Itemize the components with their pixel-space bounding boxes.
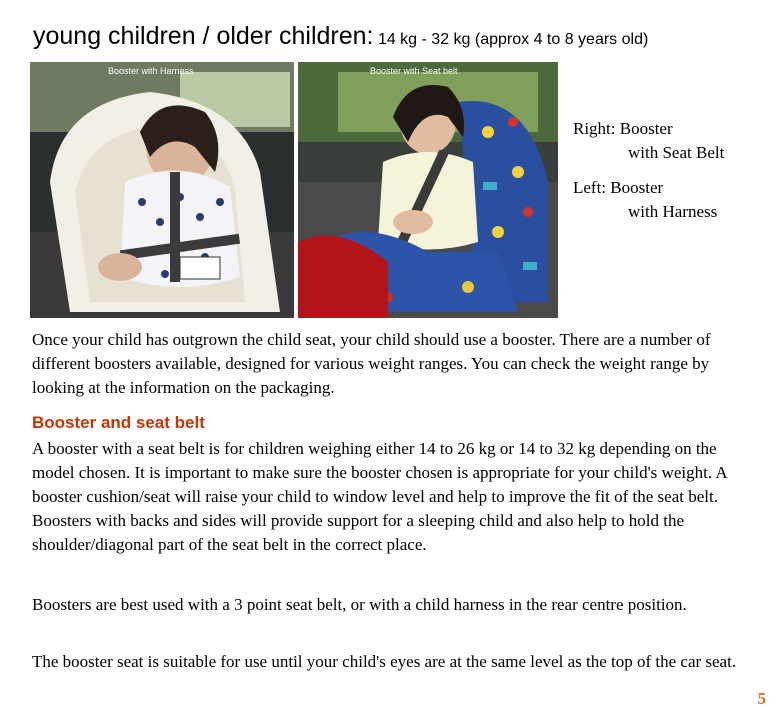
intro-paragraph: Once your child has outgrown the child seat, your child should use a booster. There are a number of different boosters available, designed for various weight ranges. You can check the weight range by looking at the information on the packaging.	[32, 330, 711, 397]
page-title	[33, 22, 648, 51]
caption-left-line2: with Harness	[628, 202, 718, 221]
photo-strip	[30, 62, 558, 318]
photo-booster-seatbelt-image	[298, 62, 558, 318]
photo-booster-harness-image	[30, 62, 294, 318]
caption-right-line2: with Seat Belt	[628, 143, 725, 162]
photo-booster-harness	[30, 62, 294, 318]
photo-caption-harness: Booster with Harness	[108, 66, 194, 76]
photo-booster-seatbelt	[298, 62, 558, 318]
paragraph-3-point-belt: Boosters are best used with a 3 point seat belt, or with a child harness in the rear centre position.	[32, 595, 687, 614]
photo-caption-seatbelt: Booster with Seat belt	[370, 66, 458, 76]
caption-right	[573, 117, 724, 165]
caption-right-line1: Right: Booster	[573, 119, 673, 138]
title-main: young children / older children:	[33, 22, 374, 50]
paragraph-booster-seatbelt: A booster with a seat belt is for children weighing either 14 to 26 kg or 14 to 32 kg depending on the model chosen. It is important to make sure the booster chosen is appropriate for your child's weight. A booster cushion/seat will raise your child to window level and help to improve the fit of the seat belt. Boosters with backs and sides will provide support for a sleeping child and also help to hold the shoulder/diagonal part of the seat belt in the correct place.	[32, 439, 727, 554]
caption-left	[573, 176, 717, 224]
title-sub: 14 kg - 32 kg (approx 4 to 8 years old)	[377, 31, 649, 48]
caption-left-line1: Left: Booster	[573, 178, 664, 197]
paragraph-suitability: The booster seat is suitable for use until your child's eyes are at the same level as the top of the car seat.	[32, 652, 737, 671]
page-number: 5	[757, 689, 766, 708]
section-heading: Booster and seat belt	[32, 413, 205, 432]
